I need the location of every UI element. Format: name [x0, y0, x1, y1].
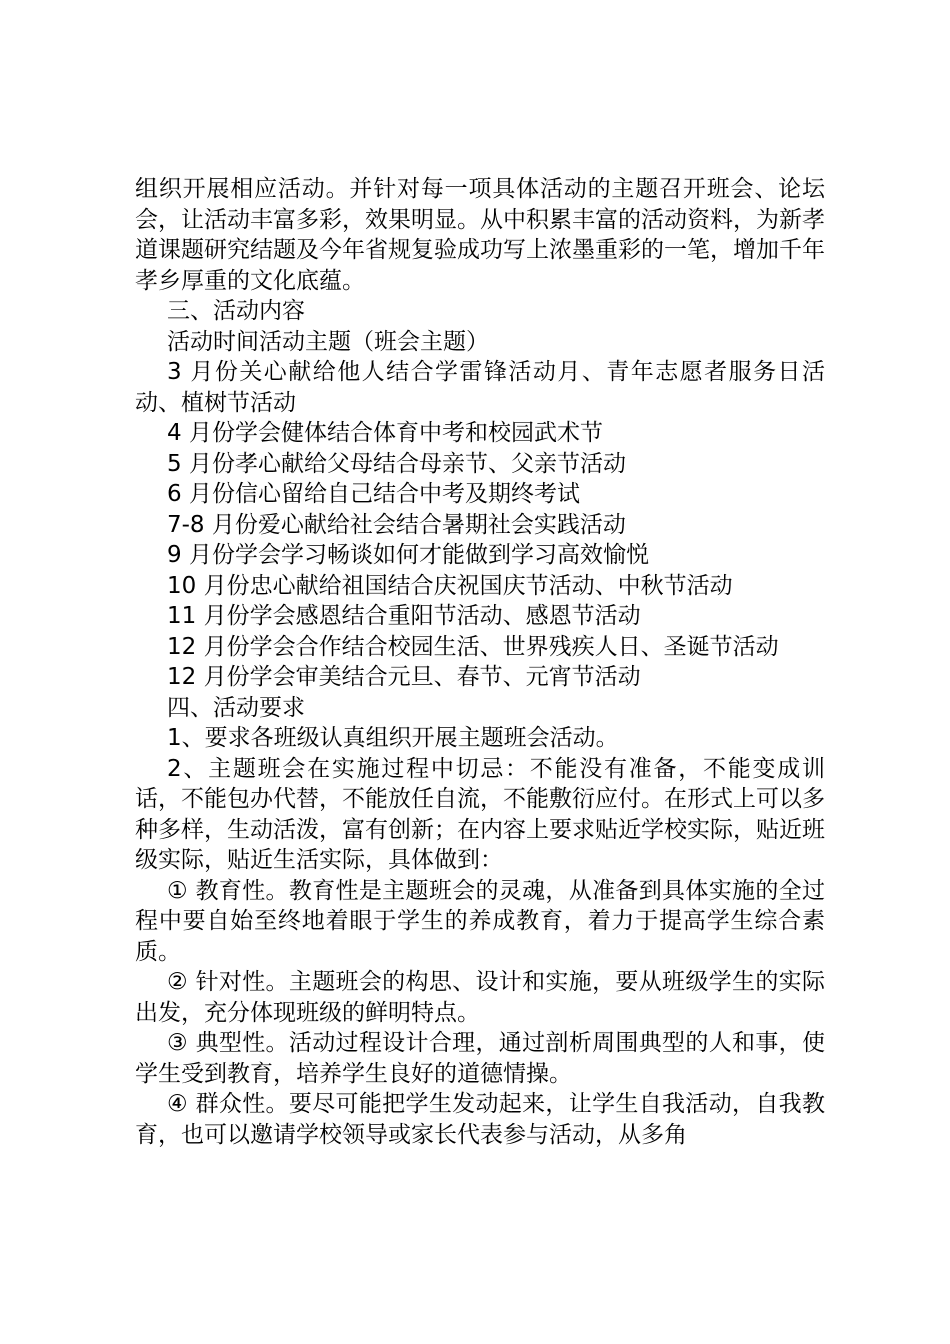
schedule-item-december-cooperation: 12 月份学会合作结合校园生活、世界残疾人日、圣诞节活动: [167, 633, 779, 660]
section-heading-activity-content: 三、活动内容: [167, 298, 305, 324]
schedule-item-july-august: 7-8 月份爱心献给社会结合暑期社会实践活动: [167, 511, 626, 538]
requirement-item-1: 1、要求各班级认真组织开展主题班会活动。: [167, 725, 619, 751]
document-body: [135, 174, 825, 1150]
paragraph-intro-continuation: 组织开展相应活动。并针对每一项具体活动的主题召开班会、论坛会，让活动丰富多彩，效果明显。从中积累丰富的活动资料，为新孝道课题研究结题及今年省规复验成功写上浓墨重彩的一笔，增加千年孝乡厚重的文化底蕴。: [135, 176, 825, 294]
principle-mass-participation: ④ 群众性。要尽可能把学生发动起来，让学生自我活动，自我教育，也可以邀请学校领导或家长代表参与活动，从多角: [135, 1091, 825, 1148]
schedule-header: 活动时间活动主题（班会主题）: [167, 328, 489, 355]
schedule-item-may: 5 月份孝心献给父母结合母亲节、父亲节活动: [167, 450, 626, 477]
schedule-item-april: 4 月份学会健体结合体育中考和校园武术节: [167, 420, 603, 446]
schedule-item-june: 6 月份信心留给自己结合中考及期终考试: [167, 481, 580, 507]
schedule-item-december-aesthetics: 12 月份学会审美结合元旦、春节、元宵节活动: [167, 664, 641, 690]
principle-typical: ③ 典型性。活动过程设计合理，通过剖析周围典型的人和事，使学生受到教育，培养学生良好的道德情操。: [135, 1030, 825, 1087]
schedule-item-march: 3 月份关心献给他人结合学雷锋活动月、青年志愿者服务日活动、植树节活动: [135, 359, 825, 416]
section-heading-activity-requirements: 四、活动要求: [167, 694, 305, 721]
schedule-item-november: 11 月份学会感恩结合重阳节活动、感恩节活动: [167, 603, 641, 629]
principle-educational: ① 教育性。教育性是主题班会的灵魂，从准备到具体实施的全过程中要自始至终地着眼于学生的养成教育，着力于提高学生综合素质。: [135, 877, 825, 965]
principle-targeted: ② 针对性。主题班会的构思、设计和实施，要从班级学生的实际出发，充分体现班级的鲜明特点。: [135, 969, 825, 1026]
requirement-item-2: 2、主题班会在实施过程中切忌：不能没有准备，不能变成训话，不能包办代替，不能放任自流，不能敷衍应付。在形式上可以多种多样，生动活泼，富有创新；在内容上要求贴近学校实际，贴近班级实际，贴近生活实际，具体做到：: [135, 755, 825, 873]
schedule-item-september: 9 月份学会学习畅谈如何才能做到学习高效愉悦: [167, 542, 649, 568]
schedule-item-october: 10 月份忠心献给祖国结合庆祝国庆节活动、中秋节活动: [167, 572, 733, 599]
